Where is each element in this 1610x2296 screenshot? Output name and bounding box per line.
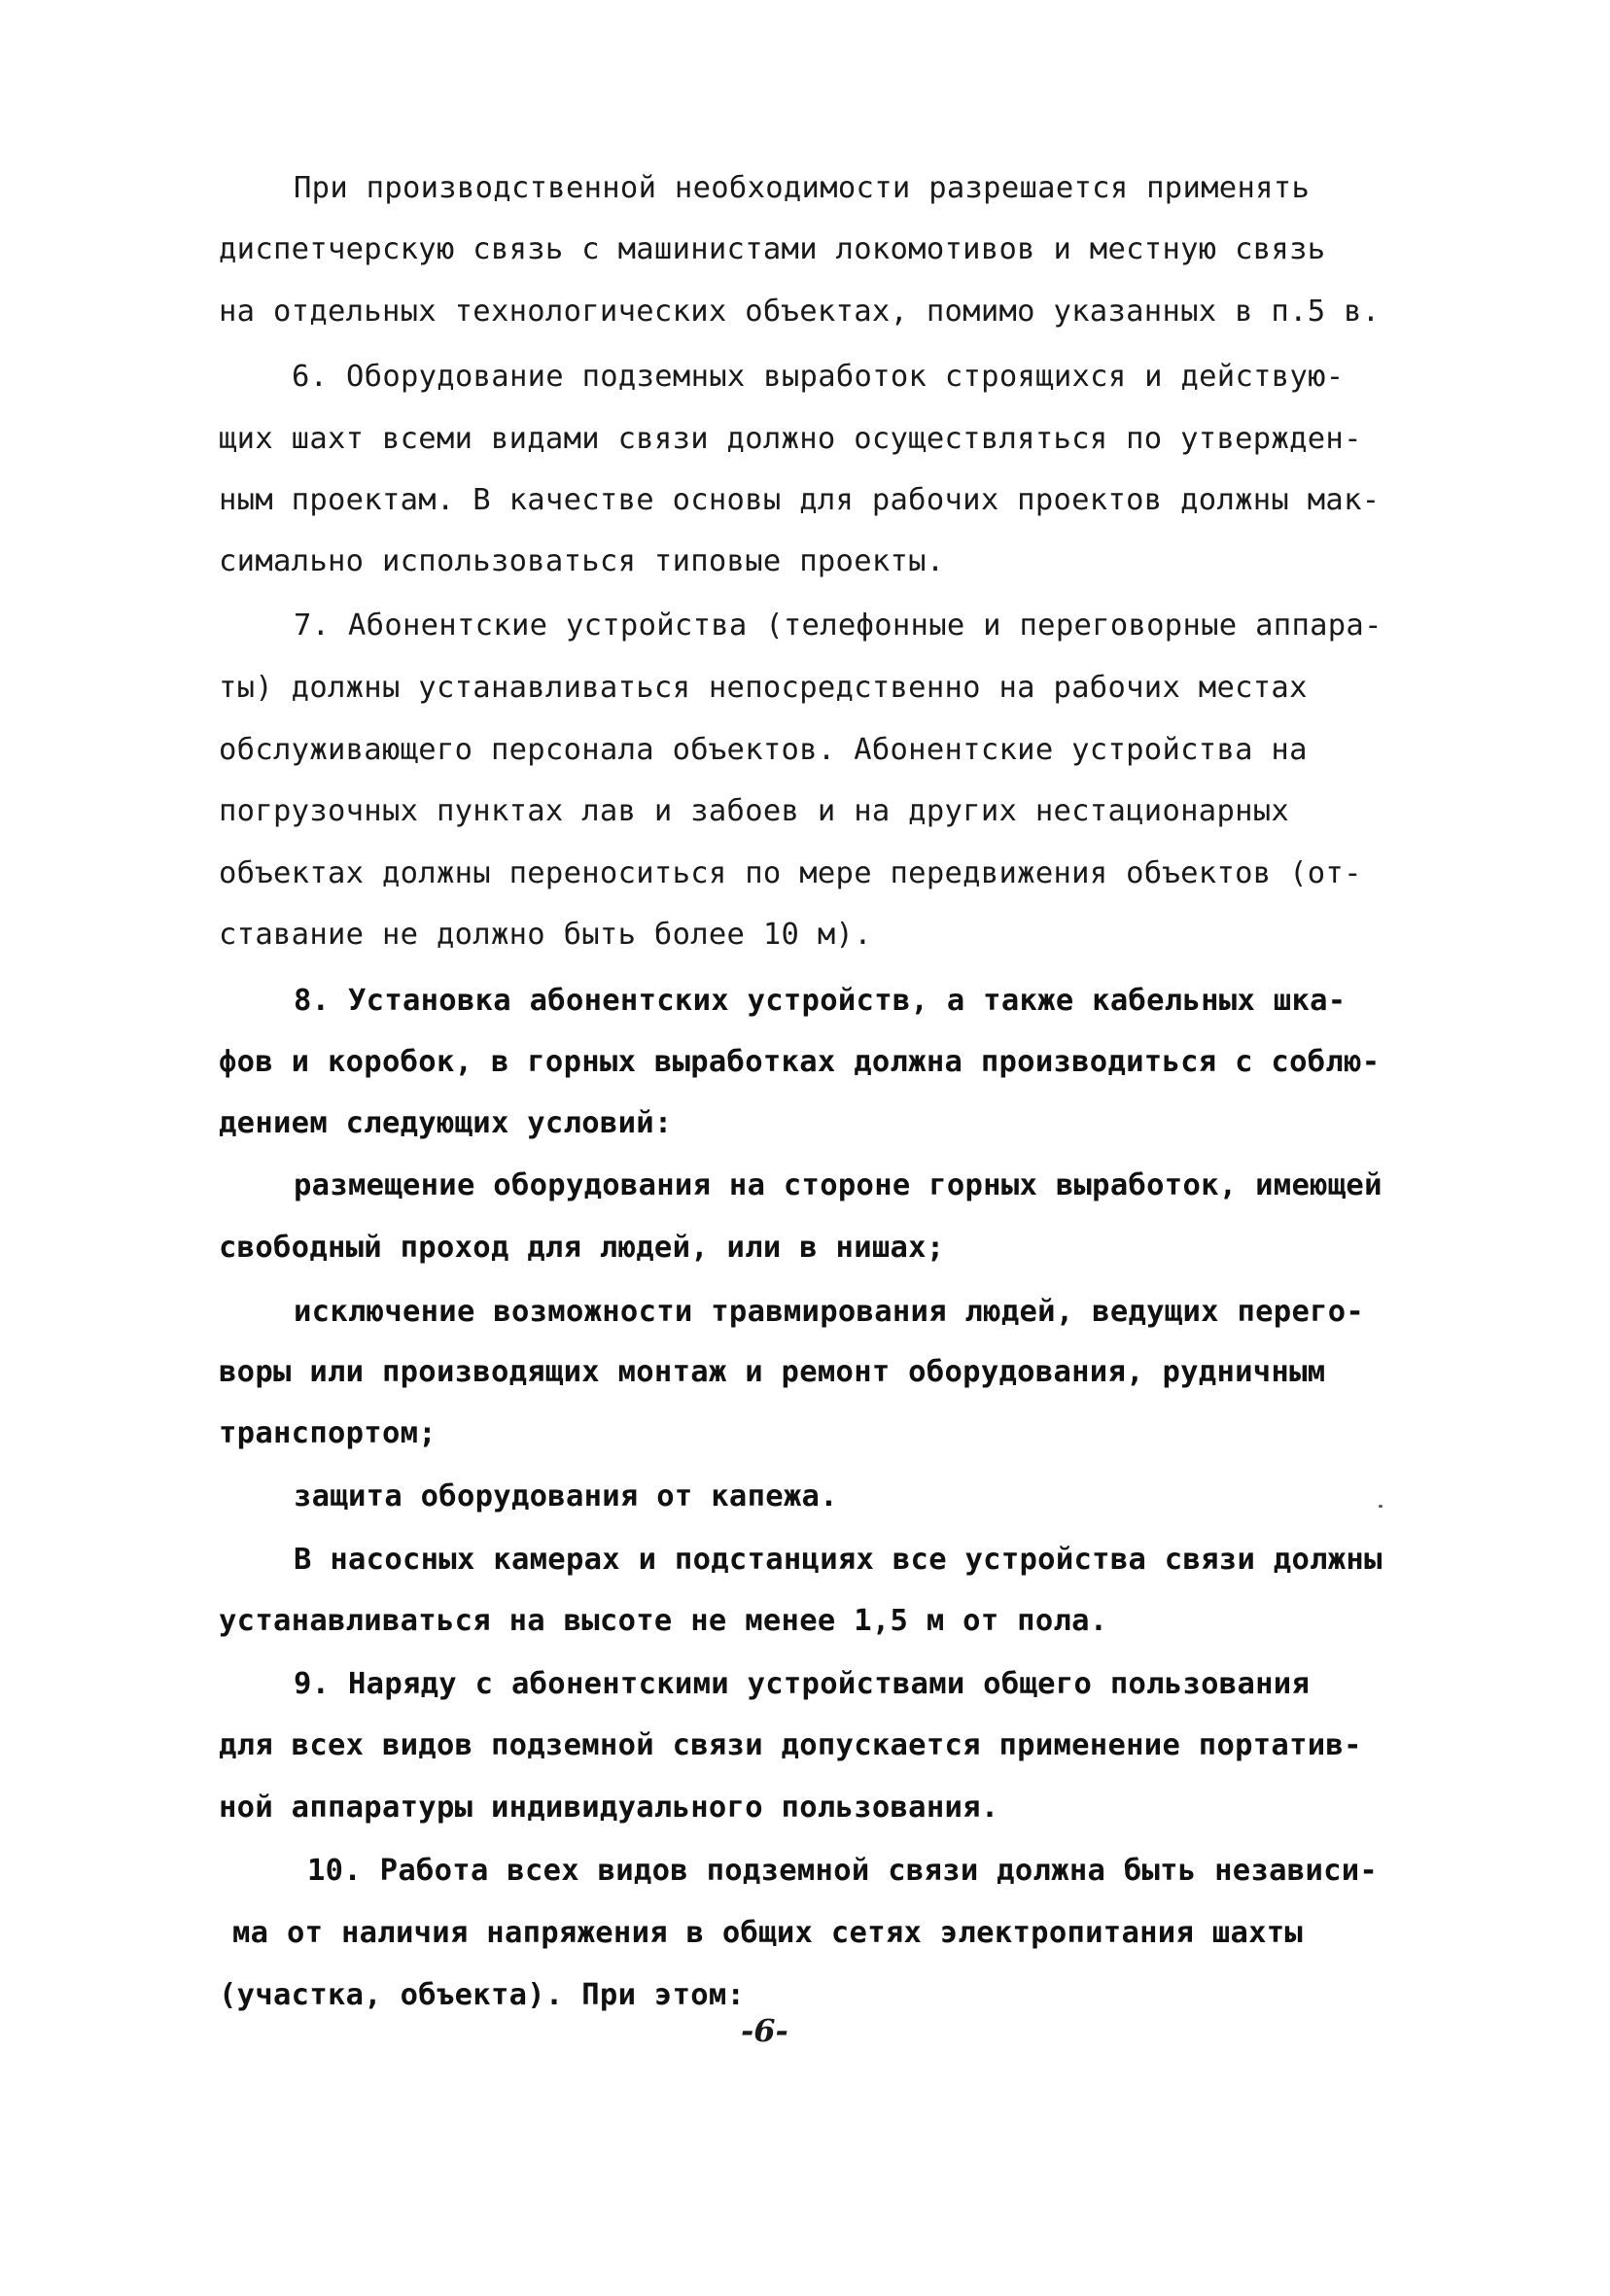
text-line: размещение оборудования на стороне горных выработок, имеющей — [294, 1168, 1382, 1202]
text-line: погрузочных пунктах лав и забоев и на других нестационарных — [219, 794, 1290, 828]
text-line: исключение возможности травмирования людей, ведущих перего- — [294, 1295, 1365, 1329]
text-line: В насосных камерах и подстанциях все устройства связи должны — [294, 1543, 1382, 1577]
text-line: обслуживающего персонала объектов. Абонентские устройства на — [219, 733, 1308, 767]
text-line: симально использоваться типовые проекты. — [219, 544, 945, 578]
text-line: При производственной необходимости разрешается применять — [294, 171, 1311, 205]
text-line: на отдельных технологических объектах, помимо указанных в п.5 в. — [219, 295, 1381, 329]
text-line: 9. Наряду с абонентскими устройствами общего пользования — [294, 1667, 1311, 1701]
text-line: объектах должны переноситься по мере передвижения объектов (от- — [219, 856, 1362, 890]
text-line: ным проектам. В качестве основы для рабочих проектов должны мак- — [219, 483, 1381, 517]
text-line: для всех видов подземной связи допускается применение портатив- — [219, 1728, 1362, 1762]
page-number: -6- — [741, 2012, 788, 2049]
text-line: ты) должны устанавливаться непосредственно на рабочих местах — [219, 671, 1308, 705]
text-line: ставание не должно быть более 10 м). — [219, 918, 872, 952]
text-line: дением следующих условий: — [219, 1106, 673, 1140]
text-line: 6. Оборудование подземных выработок строящихся и действую- — [292, 360, 1345, 394]
text-line: щих шахт всеми видами связи должно осуществляться по утвержден- — [219, 422, 1362, 456]
text-line: транспортом; — [219, 1416, 437, 1450]
text-line: устанавливаться на высоте не менее 1,5 м от пола. — [219, 1604, 1108, 1638]
text-line: свободный проход для людей, или в нишах; — [219, 1231, 945, 1265]
text-line: диспетчерскую связь с машинистами локомотивов и местную связь — [219, 232, 1326, 266]
text-line: воры или производящих монтаж и ремонт оборудования, рудничным — [219, 1355, 1326, 1389]
text-line: 8. Установка абонентских устройств, а также кабельных шка- — [294, 984, 1347, 1018]
text-line: 7. Абонентские устройства (телефонные и переговорные аппара- — [294, 609, 1382, 643]
text-line: (участка, объекта). При этом: — [219, 1978, 746, 2012]
text-line: ма от наличия напряжения в общих сетях электропитания шахты — [232, 1916, 1304, 1950]
text-line: ной аппаратуры индивидуального пользования. — [219, 1791, 999, 1825]
text-line: защита оборудования от капежа. — [294, 1479, 838, 1513]
text-line: фов и коробок, в горных выработках должна производиться с соблю- — [219, 1045, 1381, 1079]
text-line: 10. Работа всех видов подземной связи должна быть независи- — [307, 1854, 1379, 1888]
scan-speck — [1379, 1505, 1382, 1508]
